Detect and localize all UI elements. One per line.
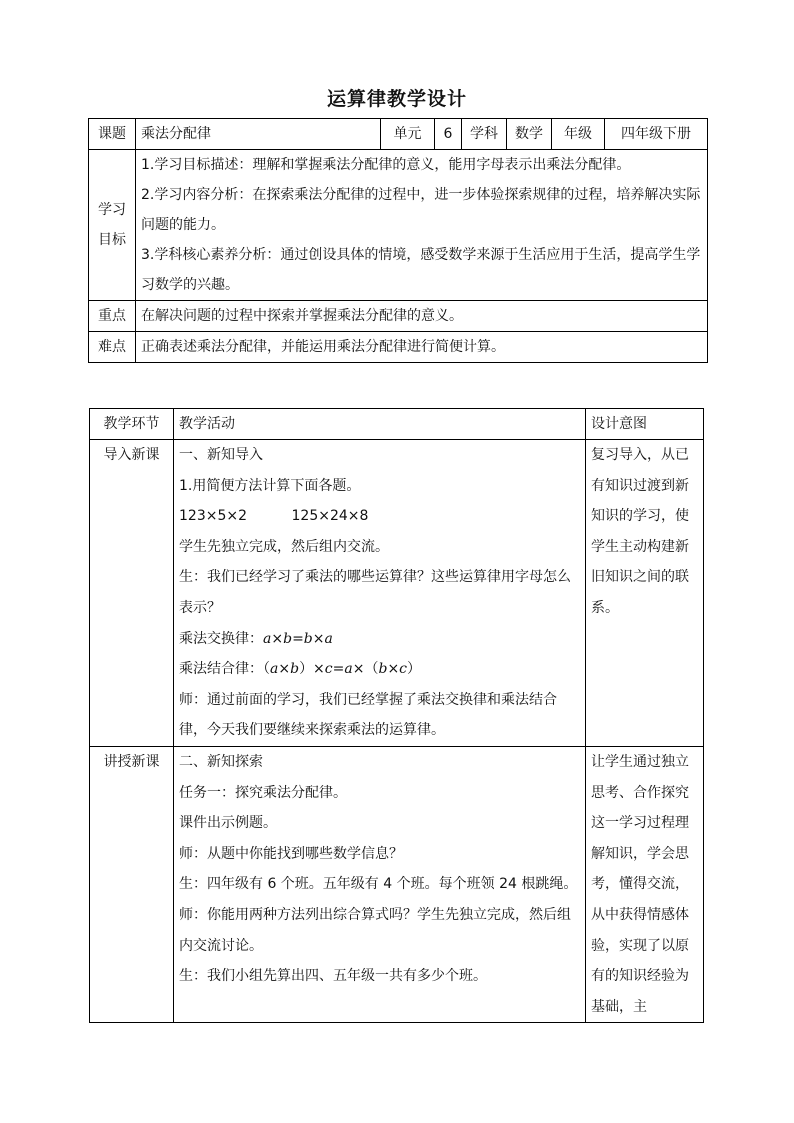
info-table — [88, 118, 708, 363]
formula-var: a — [344, 661, 353, 678]
info-row-lesson — [89, 119, 708, 150]
goal-item-2: 2.学习内容分析：在探索乘法分配律的过程中，进一步体验探索规律的过程，培养解决实际问题的能力。 — [141, 187, 701, 233]
activity-line: 1.用简便方法计算下面各题。 — [179, 477, 361, 494]
formula-text: × — [278, 661, 291, 678]
formula-var: a — [324, 630, 333, 647]
key-label: 重点 — [89, 301, 136, 332]
formula-text: ） — [407, 661, 422, 678]
process-row-intro — [90, 440, 704, 747]
key-value: 在解决问题的过程中探索并掌握乘法分配律的意义。 — [136, 301, 708, 332]
goals-label — [89, 150, 136, 301]
formula-var: b — [290, 661, 300, 678]
difficulty-label: 难点 — [89, 332, 136, 363]
formula-var: b — [303, 630, 313, 647]
formula-var: a — [270, 661, 279, 678]
lesson-value: 乘法分配律 — [136, 119, 381, 150]
activity-line: 师：从题中你能找到哪些数学信息？ — [179, 845, 403, 862]
goals-label-line: 学习 — [98, 202, 126, 218]
commutative-law-line — [179, 624, 580, 655]
formula-var: c — [399, 661, 408, 678]
activity-line: 生：我们已经学习了乘法的哪些运算律？这些运算律用字母怎么表示？ — [179, 569, 571, 616]
goals-label-line: 目标 — [98, 232, 126, 248]
formula-text: = — [292, 630, 304, 647]
info-row-key — [89, 301, 708, 332]
activity-line: 123×5×2 125×24×8 — [179, 508, 369, 525]
formula-text: ）× — [299, 661, 325, 678]
activity-line: 生：我们小组先算出四、五年级一共有多少个班。 — [179, 968, 487, 985]
process-table — [89, 408, 704, 1023]
formula-text: 乘法交换律： — [179, 630, 263, 647]
formula-text: × — [271, 630, 284, 647]
activity-cell — [174, 746, 586, 1022]
formula-text: = — [332, 661, 345, 678]
activity-cell — [174, 440, 586, 747]
activity-line: 师：你能用两种方法列出综合算式吗？学生先独立完成，然后组内交流讨论。 — [179, 906, 571, 954]
goal-item-1: 1.学习目标描述：理解和掌握乘法分配律的意义，能用字母表示出乘法分配律。 — [141, 157, 631, 173]
col-stage-header: 教学环节 — [90, 409, 174, 440]
formula-var: b — [283, 630, 293, 647]
subject-label: 学科 — [462, 119, 507, 150]
activity-line: 生：四年级有 6 个班。五年级有 4 个班。每个班领 24 根跳绳。 — [179, 876, 578, 893]
goal-item-3: 3.学科核心素养分析：通过创设具体的情境，感受数学来源于生活应用于生活，提高学生学习数学的兴趣。 — [141, 247, 701, 293]
intent-cell: 让学生通过独立思考、合作探究这一学习过程理解知识，学会思考，懂得交流，从中获得情感体验，实现了以原有的知识经验为基础，主 — [586, 746, 704, 1022]
associative-law-line — [179, 654, 580, 685]
grade-label: 年级 — [552, 119, 605, 150]
activity-line: 一、新知导入 — [179, 447, 263, 463]
formula-text: ×（ — [352, 661, 379, 678]
col-activity-header: 教学活动 — [174, 409, 586, 440]
goals-content — [136, 150, 708, 301]
formula-text: 乘法结合律：（ — [179, 661, 270, 678]
process-header-row — [90, 409, 704, 440]
stage-cell: 讲授新课 — [90, 746, 174, 1022]
formula-text: × — [312, 630, 325, 647]
lesson-label: 课题 — [89, 119, 136, 150]
unit-label: 单元 — [381, 119, 435, 150]
process-row-teaching — [90, 746, 704, 1022]
difficulty-value: 正确表述乘法分配律，并能运用乘法分配律进行简便计算。 — [136, 332, 708, 363]
col-intent-header: 设计意图 — [586, 409, 704, 440]
formula-text: × — [387, 661, 400, 678]
activity-line: 二、新知探索 — [179, 753, 263, 770]
activity-line: 学生先独立完成，然后组内交流。 — [179, 538, 389, 555]
page-title: 运算律教学设计 — [326, 88, 467, 110]
formula-var: a — [263, 630, 272, 647]
formula-var: c — [324, 661, 333, 678]
activity-line: 课件出示例题。 — [179, 815, 277, 832]
formula-var: b — [378, 661, 388, 678]
intent-cell: 复习导入，从已有知识过渡到新知识的学习，使学生主动构建新旧知识之间的联系。 — [586, 440, 704, 747]
info-row-difficulty — [89, 332, 708, 363]
info-row-goals — [89, 150, 708, 301]
activity-line: 任务一：探究乘法分配律。 — [179, 784, 347, 801]
grade-value: 四年级下册 — [605, 119, 708, 150]
stage-cell: 导入新课 — [90, 440, 174, 747]
unit-value: 6 — [435, 119, 462, 150]
activity-line: 师：通过前面的学习，我们已经掌握了乘法交换律和乘法结合律，今天我们要继续来探索乘法的运算律。 — [179, 691, 557, 739]
subject-value: 数学 — [507, 119, 552, 150]
